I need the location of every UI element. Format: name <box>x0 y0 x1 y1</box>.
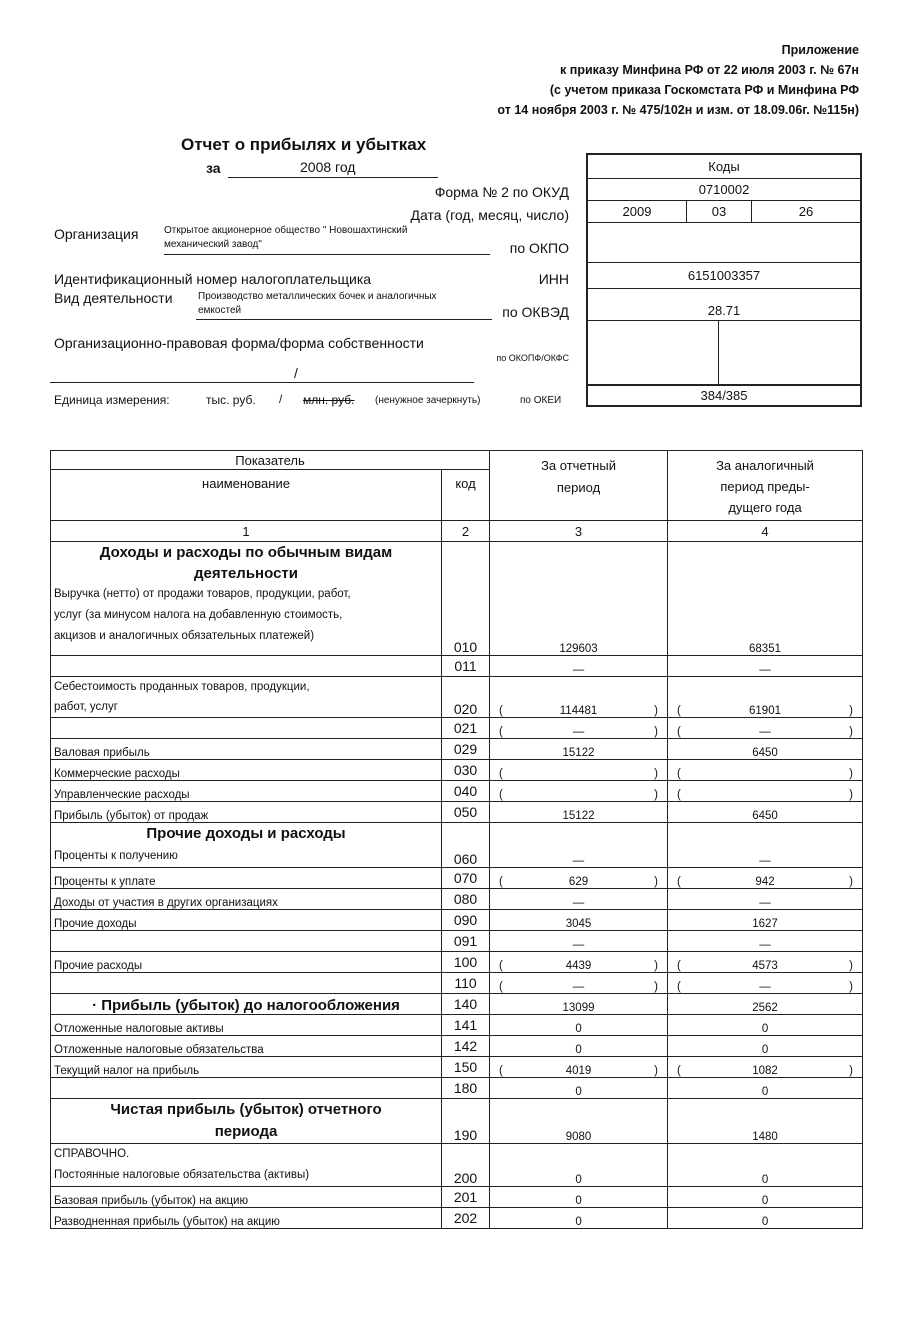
table-row <box>51 760 863 781</box>
row-090-current: 3045 <box>490 910 668 931</box>
table-row <box>51 781 863 802</box>
row-050-current: 15122 <box>490 802 668 823</box>
codes-okpo <box>588 223 860 262</box>
row-141-current: 0 <box>490 1015 668 1036</box>
row-020-current-value: 114481 <box>559 705 598 717</box>
orgform-underline <box>50 382 474 383</box>
row-100-name: Прочие расходы <box>51 952 442 973</box>
paren-open: ( <box>499 789 503 801</box>
codes-okpo-row <box>588 223 860 263</box>
row-150-current <box>490 1057 668 1078</box>
row-200-name <box>51 1144 442 1187</box>
row-150-code: 150 <box>442 1057 490 1078</box>
codes-okei-row <box>588 385 860 405</box>
row-180-current: 0 <box>490 1078 668 1099</box>
row-010-code: 010 <box>442 542 490 656</box>
unit-slash: / <box>279 392 283 406</box>
paren-close: ) <box>849 981 854 993</box>
row-070-current <box>490 868 668 889</box>
appendix-line4: от 14 ноября 2003 г. № 475/102н и изм. от 18.09.06г. №115н) <box>497 103 859 117</box>
codes-box <box>586 153 862 407</box>
row-070-current-value: 629 <box>568 876 589 888</box>
row-141-name: Отложенные налоговые активы <box>51 1015 442 1036</box>
row-080-current: — <box>490 889 668 910</box>
org-label: Организация <box>54 226 139 242</box>
org-value: Открытое акционерное общество " Новошахтинский механический завод" <box>164 225 408 250</box>
row-050-code: 050 <box>442 802 490 823</box>
paren-close: ) <box>849 726 854 738</box>
codes-inn-row <box>588 263 860 289</box>
row-180-previous: 0 <box>668 1078 863 1099</box>
row-090-code: 090 <box>442 910 490 931</box>
paren-close: ) <box>849 960 854 972</box>
row-110-current <box>490 973 668 994</box>
paren-open: ( <box>499 726 503 738</box>
okpo-label: по ОКПО <box>509 240 569 256</box>
row-029-previous: 6450 <box>668 739 863 760</box>
row-040-current <box>490 781 668 802</box>
row-140-code: 140 <box>442 994 490 1015</box>
section-ordinary-line2: деятельности <box>194 565 298 582</box>
row-021-current-value: — <box>572 726 585 738</box>
year-underline <box>228 177 438 178</box>
appendix-line3: (с учетом приказа Госкомстата РФ и Минфина РФ <box>549 83 859 97</box>
row-011-previous: — <box>668 656 863 677</box>
activity-underline <box>196 319 492 320</box>
orgform-slash: / <box>294 365 298 381</box>
row-030-code: 030 <box>442 760 490 781</box>
section-ordinary-line1: Доходы и расходы по обычным видам <box>99 544 393 561</box>
paren-close: ) <box>849 768 854 780</box>
row-070-previous <box>668 868 863 889</box>
row-011-name <box>51 656 442 677</box>
row-021-previous <box>668 718 863 739</box>
row-190-previous: 1480 <box>668 1099 863 1144</box>
activity-value: Производство металлических бочек и аналогичных емкостей <box>198 291 437 316</box>
row-200-current: 0 <box>490 1144 668 1187</box>
header-previous <box>668 451 863 521</box>
codes-okopf-row <box>588 321 860 385</box>
paren-open: ( <box>677 789 681 801</box>
row-010-line3: акцизов и аналогичных обязательных платежей) <box>54 630 315 642</box>
row-201-current: 0 <box>490 1187 668 1208</box>
row-142-name: Отложенные налоговые обязательства <box>51 1036 442 1057</box>
row-091-code: 091 <box>442 931 490 952</box>
row-100-current <box>490 952 668 973</box>
header-name: наименование <box>51 470 442 521</box>
row-110-code: 110 <box>442 973 490 994</box>
row-100-previous-value: 4573 <box>752 960 778 972</box>
form-label: Форма № 2 по ОКУД <box>434 184 569 200</box>
row-050-name: Прибыль (убыток) от продаж <box>51 802 442 823</box>
row-040-name: Управленческие расходы <box>51 781 442 802</box>
row-070-previous-value: 942 <box>755 876 775 888</box>
table-row <box>51 1036 863 1057</box>
row-020-code: 020 <box>442 677 490 718</box>
paren-close: ) <box>654 726 659 738</box>
col-num-1: 1 <box>51 521 442 542</box>
paren-open: ( <box>677 726 681 738</box>
table-row <box>51 1015 863 1036</box>
table-row <box>51 994 863 1015</box>
paren-close: ) <box>654 1065 659 1077</box>
row-021-name <box>51 718 442 739</box>
row-020-line1: Себестоимость проданных товаров, продукции, <box>54 681 310 693</box>
header-prev-line3: дущего года <box>728 500 802 515</box>
appendix-line2: к приказу Минфина РФ от 22 июля 2003 г. № 67н <box>560 63 859 77</box>
row-202-code: 202 <box>442 1208 490 1229</box>
table-header-row <box>51 451 863 470</box>
table-row <box>51 718 863 739</box>
codes-okopf <box>588 321 718 384</box>
paren-close: ) <box>654 789 659 801</box>
row-200-code: 200 <box>442 1144 490 1187</box>
codes-date-row <box>588 201 860 223</box>
col-num-3: 3 <box>490 521 668 542</box>
column-numbers-row <box>51 521 863 542</box>
row-150-name: Текущий налог на прибыль <box>51 1057 442 1078</box>
paren-open: ( <box>677 876 681 888</box>
row-202-name: Разводненная прибыль (убыток) на акцию <box>51 1208 442 1229</box>
paren-close: ) <box>654 705 659 717</box>
row-070-code: 070 <box>442 868 490 889</box>
row-050-previous: 6450 <box>668 802 863 823</box>
paren-open: ( <box>499 960 503 972</box>
row-140-name: · Прибыль (убыток) до налогообложения <box>51 994 442 1015</box>
paren-close: ) <box>849 705 853 717</box>
row-200-previous: 0 <box>668 1144 863 1187</box>
row-060-current: — <box>490 823 668 868</box>
row-110-previous-value: — <box>759 981 771 993</box>
activity-label: Вид деятельности <box>54 290 173 306</box>
row-142-previous: 0 <box>668 1036 863 1057</box>
row-141-previous: 0 <box>668 1015 863 1036</box>
row-190-code: 190 <box>442 1099 490 1144</box>
row-010-line2: услуг (за минусом налога на добавленную стоимость, <box>54 609 343 621</box>
row-180-name <box>51 1078 442 1099</box>
header-current-line1: За отчетный <box>541 458 616 473</box>
row-029-code: 029 <box>442 739 490 760</box>
reference-label: СПРАВОЧНО. <box>54 1148 130 1160</box>
row-010-line1: Выручка (нетто) от продажи товаров, продукции, работ, <box>54 588 351 600</box>
codes-inn: 6151003357 <box>687 268 761 283</box>
table-row <box>51 973 863 994</box>
table-row <box>51 889 863 910</box>
section-other: Прочие доходы и расходы <box>146 825 346 842</box>
paren-close: ) <box>849 876 854 888</box>
table-row <box>51 868 863 889</box>
row-100-current-value: 4439 <box>565 960 592 972</box>
col-num-4: 4 <box>668 521 863 542</box>
header-prev-line2: период преды- <box>720 479 810 494</box>
header-current <box>490 451 668 521</box>
unit-mln: млн. руб. <box>303 393 355 407</box>
row-201-previous: 0 <box>668 1187 863 1208</box>
codes-header: Коды <box>708 159 740 174</box>
row-141-code: 141 <box>442 1015 490 1036</box>
row-150-previous <box>668 1057 863 1078</box>
row-040-previous <box>668 781 863 802</box>
codes-okved: 28.71 <box>707 303 741 318</box>
row-020-line2: работ, услуг <box>54 701 118 713</box>
codes-header-row <box>588 155 860 179</box>
row-011-current: — <box>490 656 668 677</box>
row-090-name: Прочие доходы <box>51 910 442 931</box>
table-row <box>51 952 863 973</box>
paren-open: ( <box>677 1065 681 1077</box>
col-num-2: 2 <box>442 521 490 542</box>
row-142-code: 142 <box>442 1036 490 1057</box>
org-underline <box>164 254 490 255</box>
header-indicator: Показатель <box>51 451 490 470</box>
paren-open: ( <box>677 981 681 993</box>
table-row <box>51 1078 863 1099</box>
table-row <box>51 542 863 656</box>
table-row <box>51 1208 863 1229</box>
report-year: 2008 год <box>300 159 356 175</box>
header-code: код <box>442 470 490 521</box>
codes-okud: 0710002 <box>698 182 750 197</box>
paren-close: ) <box>654 768 659 780</box>
row-020-current <box>490 677 668 718</box>
row-021-current <box>490 718 668 739</box>
income-statement-table <box>50 450 863 1229</box>
paren-close: ) <box>849 1065 854 1077</box>
table-row <box>51 931 863 952</box>
row-202-current: 0 <box>490 1208 668 1229</box>
row-190-current: 9080 <box>490 1099 668 1144</box>
row-201-name: Базовая прибыль (убыток) на акцию <box>51 1187 442 1208</box>
codes-date-month: 03 <box>686 201 751 222</box>
row-030-previous <box>668 760 863 781</box>
row-140-previous: 2562 <box>668 994 863 1015</box>
paren-close: ) <box>654 876 659 888</box>
row-140-current: 13099 <box>490 994 668 1015</box>
row-150-previous-value: 1082 <box>752 1065 778 1077</box>
paren-open: ( <box>677 705 681 717</box>
codes-okfs <box>718 321 860 384</box>
row-100-code: 100 <box>442 952 490 973</box>
row-010-current: 129603 <box>490 542 668 656</box>
row-011-code: 011 <box>442 656 490 677</box>
inn-label: ИНН <box>538 271 569 287</box>
row-110-current-value: — <box>572 981 585 993</box>
table-row <box>51 1144 863 1187</box>
date-label: Дата (год, месяц, число) <box>410 207 569 223</box>
codes-okei: 384/385 <box>700 388 748 403</box>
row-091-current: — <box>490 931 668 952</box>
table-row <box>51 739 863 760</box>
table-row <box>51 910 863 931</box>
paren-open: ( <box>499 1065 503 1077</box>
paren-open: ( <box>499 876 503 888</box>
row-080-name: Доходы от участия в других организациях <box>51 889 442 910</box>
table-row <box>51 1187 863 1208</box>
row-029-current: 15122 <box>490 739 668 760</box>
okei-label: по ОКЕИ <box>520 395 562 406</box>
row-021-code: 021 <box>442 718 490 739</box>
row-100-previous <box>668 952 863 973</box>
row-020-previous-value: 61901 <box>749 705 781 717</box>
row-190-line1: Чистая прибыль (убыток) отчетного <box>110 1101 382 1118</box>
row-060-label: Проценты к получению <box>54 850 178 862</box>
row-029-name: Валовая прибыль <box>51 739 442 760</box>
paren-open: ( <box>499 768 503 780</box>
row-060-name <box>51 823 442 868</box>
row-142-current: 0 <box>490 1036 668 1057</box>
row-091-previous: — <box>668 931 863 952</box>
row-010-name <box>51 542 442 656</box>
codes-date-year: 2009 <box>622 204 652 219</box>
unit-note: (ненужное зачеркнуть) <box>375 395 481 406</box>
row-020-name <box>51 677 442 718</box>
unit-thous: тыс. руб. <box>206 393 256 407</box>
row-030-current <box>490 760 668 781</box>
row-090-previous: 1627 <box>668 910 863 931</box>
row-080-code: 080 <box>442 889 490 910</box>
appendix-line1: Приложение <box>781 43 859 57</box>
row-110-name <box>51 973 442 994</box>
row-190-line2: периода <box>214 1123 278 1140</box>
table-row <box>51 823 863 868</box>
inn-label-long: Идентификационный номер налогоплательщика <box>54 271 372 287</box>
row-080-previous: — <box>668 889 863 910</box>
row-030-name: Коммерческие расходы <box>51 760 442 781</box>
row-180-code: 180 <box>442 1078 490 1099</box>
table-row <box>51 677 863 718</box>
paren-close: ) <box>654 960 659 972</box>
codes-date-day: 26 <box>751 201 860 222</box>
row-020-previous <box>668 677 863 718</box>
table-row <box>51 1099 863 1144</box>
paren-open: ( <box>677 768 681 780</box>
row-150-current-value: 4019 <box>565 1065 592 1077</box>
row-091-name <box>51 931 442 952</box>
row-190-name <box>51 1099 442 1144</box>
row-110-previous <box>668 973 863 994</box>
paren-open: ( <box>677 960 681 972</box>
codes-okud-row <box>588 179 860 201</box>
row-040-code: 040 <box>442 781 490 802</box>
paren-close: ) <box>849 789 854 801</box>
header-prev-line1: За аналогичный <box>716 458 814 473</box>
row-201-code: 201 <box>442 1187 490 1208</box>
paren-open: ( <box>499 981 503 993</box>
row-202-previous: 0 <box>668 1208 863 1229</box>
report-title: Отчет о прибылях и убытках <box>181 135 427 154</box>
table-row <box>51 1057 863 1078</box>
row-060-code: 060 <box>442 823 490 868</box>
codes-okved-row <box>588 289 860 321</box>
row-010-previous: 68351 <box>668 542 863 656</box>
row-200-label: Постоянные налоговые обязательства (активы) <box>54 1169 310 1181</box>
header-current-line2: период <box>556 480 601 495</box>
okved-label: по ОКВЭД <box>502 304 569 320</box>
paren-open: ( <box>499 705 503 717</box>
row-021-previous-value: — <box>759 726 771 738</box>
orgform-label: Организационно-правовая форма/форма собственности <box>54 335 424 351</box>
okopf-label: по ОКОПФ/ОКФС <box>496 353 569 363</box>
appendix-header <box>497 40 859 120</box>
table-row <box>51 656 863 677</box>
table-row <box>51 802 863 823</box>
row-070-name: Проценты к уплате <box>51 868 442 889</box>
for-label: за <box>206 160 221 176</box>
unit-label: Единица измерения: <box>54 393 170 407</box>
paren-close: ) <box>654 981 659 993</box>
row-060-previous: — <box>668 823 863 868</box>
